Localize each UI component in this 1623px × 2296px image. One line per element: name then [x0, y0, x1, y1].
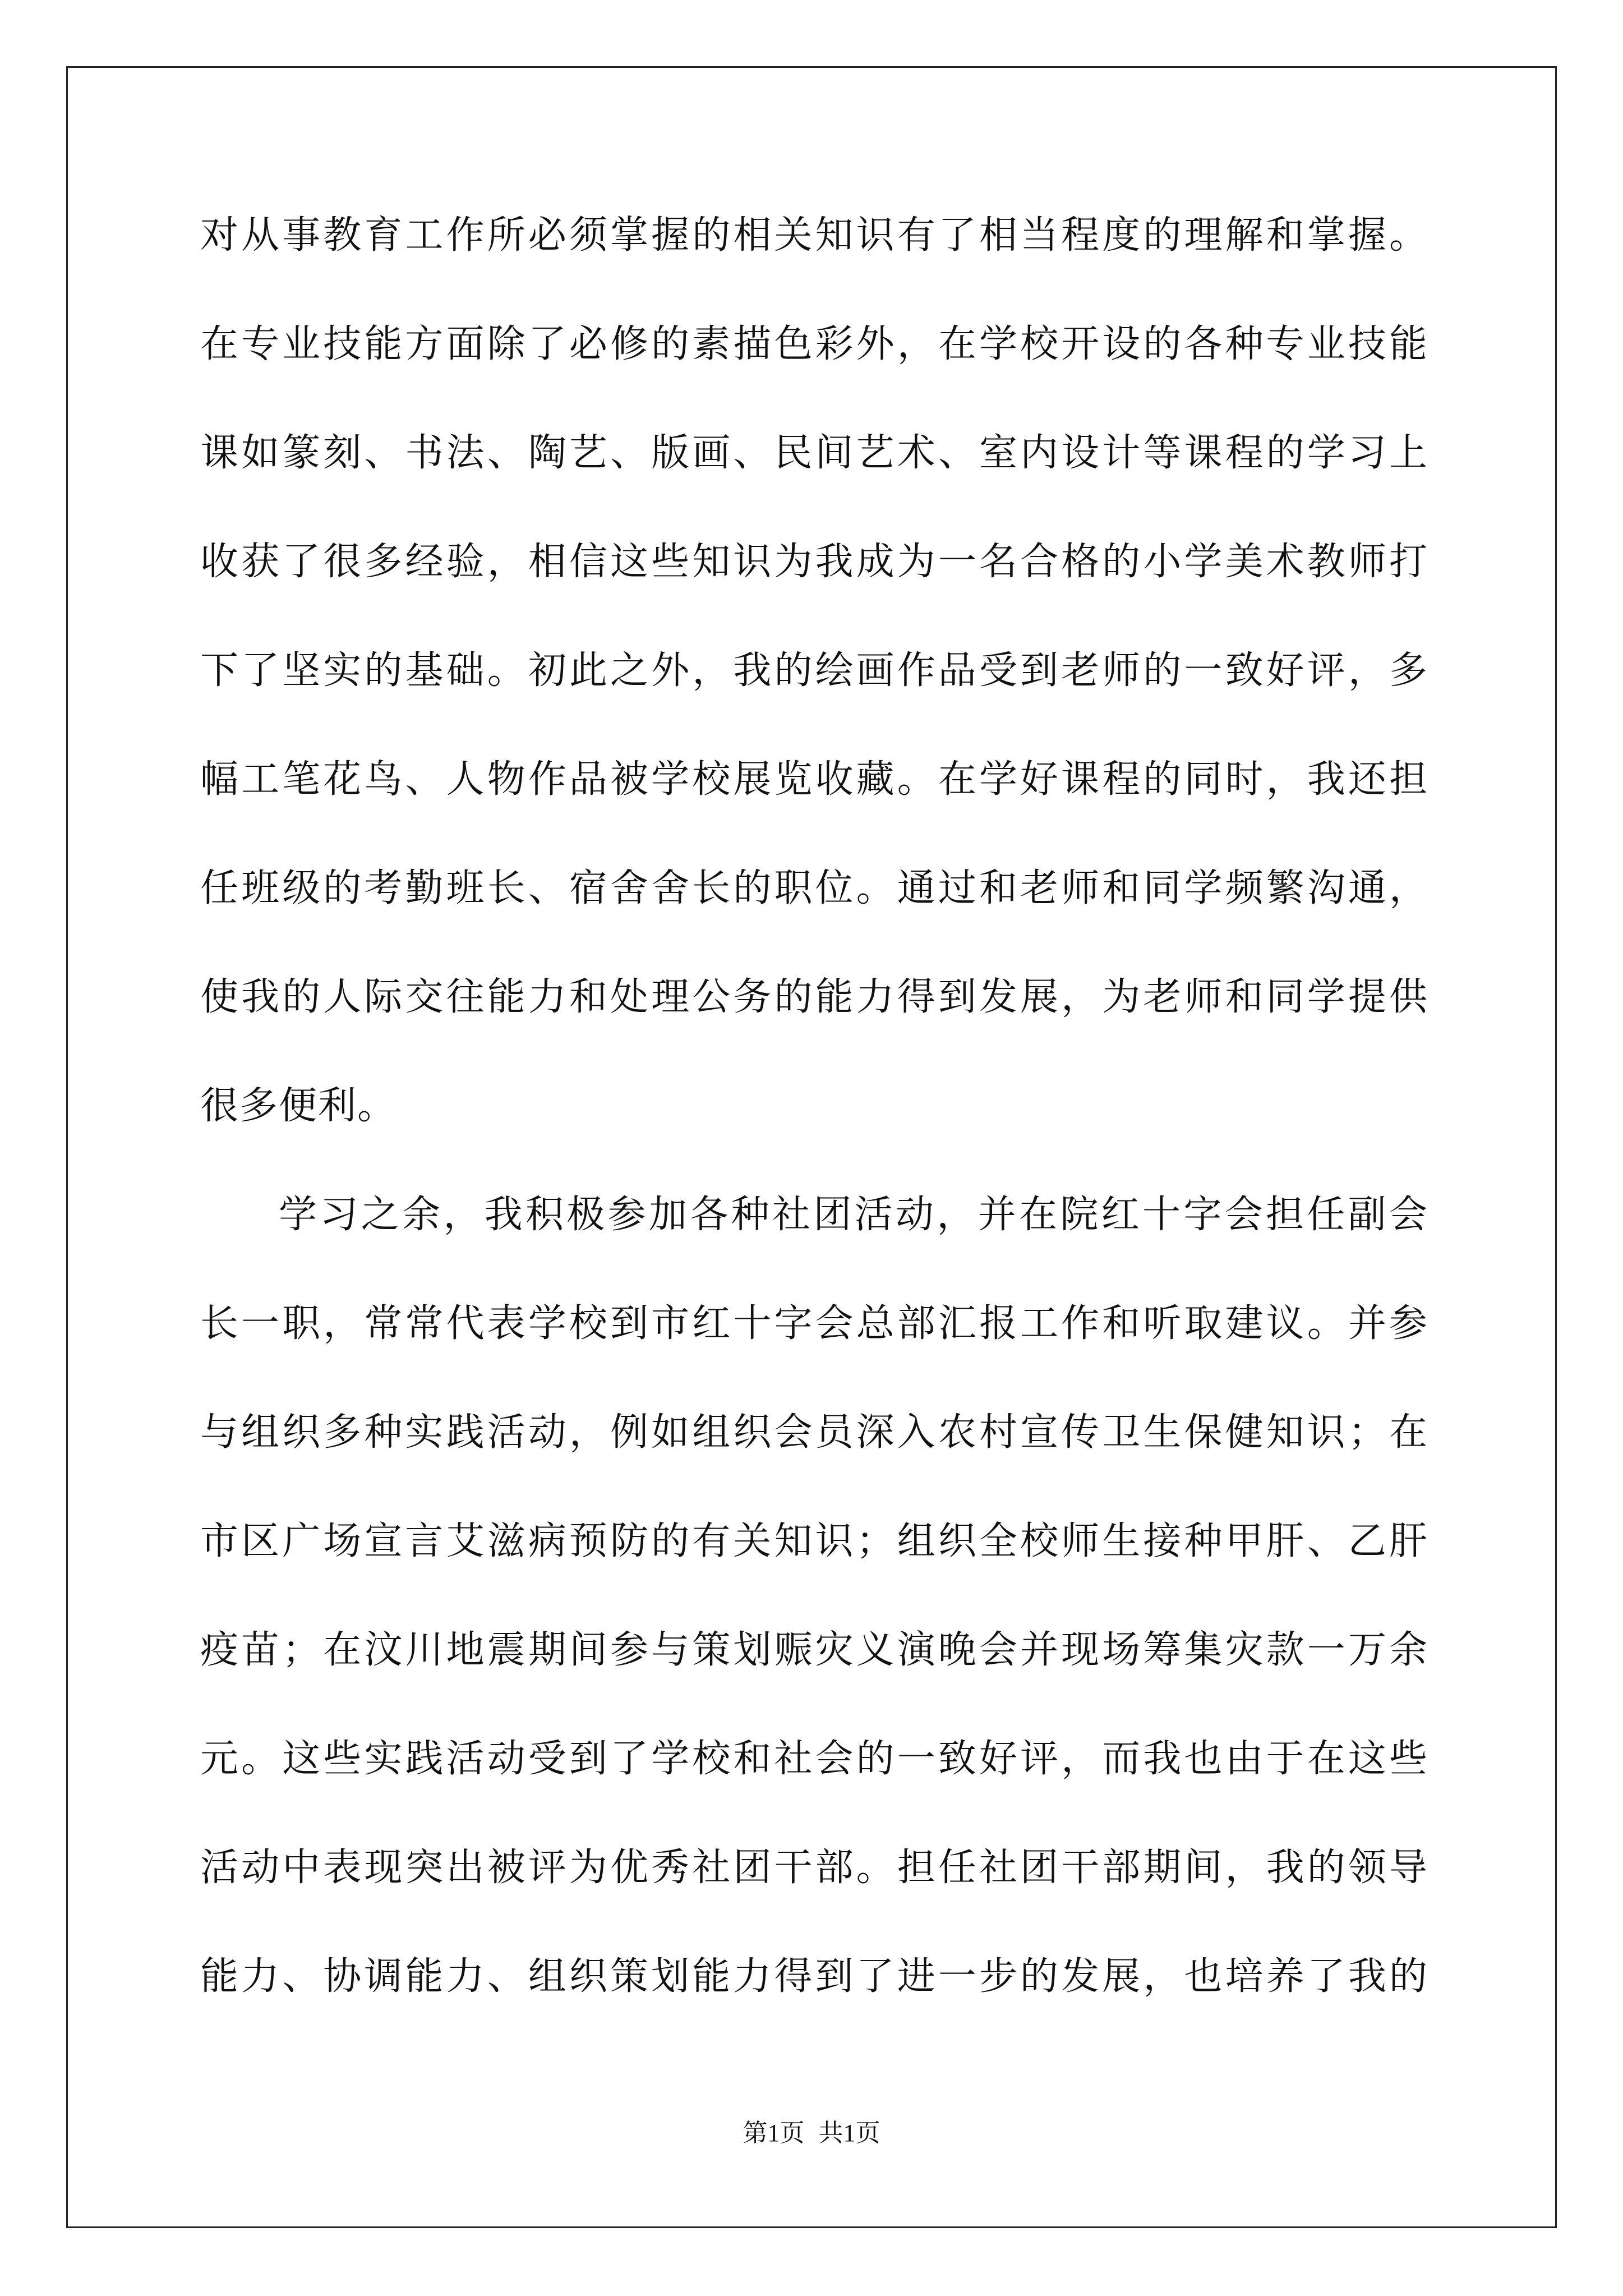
line-text: 幅工笔花鸟、人物作品被学校展览收藏。在学好课程的同时，我还担 — [200, 757, 1428, 802]
line-text: 使我的人际交往能力和处理公务的能力得到发展，为老师和同学提供 — [200, 975, 1428, 1019]
page-number: 第1页 — [743, 2119, 805, 2147]
text-line — [200, 969, 1428, 1078]
line-text: 对从事教育工作所必须掌握的相关知识有了相当程度的理解和掌握。 — [200, 213, 1428, 257]
line-text: 活动中表现突出被评为优秀社团干部。担任社团干部期间，我的领导 — [200, 1846, 1428, 1890]
text-line — [200, 752, 1428, 861]
line-text: 学习之余，我积极参加各种社团活动，并在院红十字会担任副会 — [279, 1193, 1428, 1237]
text-line — [200, 1405, 1428, 1513]
paragraph-first-line — [200, 1187, 1428, 1296]
text-line — [200, 1622, 1428, 1731]
text-line — [200, 1296, 1428, 1405]
text-line — [200, 534, 1428, 643]
text-line — [200, 1731, 1428, 1840]
document-body — [200, 208, 1428, 2058]
page-total: 共1页 — [818, 2119, 880, 2147]
text-line — [200, 316, 1428, 425]
line-text: 下了坚实的基础。初此之外，我的绘画作品受到老师的一致好评，多 — [200, 648, 1428, 693]
line-text: 任班级的考勤班长、宿舍舍长的职位。通过和老师和同学频繁沟通， — [200, 866, 1428, 910]
line-text: 很多便利。 — [200, 1084, 397, 1128]
line-text: 收获了很多经验，相信这些知识为我成为一名合格的小学美术教师打 — [200, 540, 1428, 584]
text-line — [200, 1840, 1428, 1949]
line-text: 市区广场宣言艾滋病预防的有关知识；组织全校师生接种甲肝、乙肝 — [200, 1519, 1428, 1563]
line-text: 能力、协调能力、组织策划能力得到了进一步的发展，也培养了我的 — [200, 1954, 1428, 1999]
text-line — [200, 1513, 1428, 1622]
text-line — [200, 1078, 1428, 1187]
line-text: 疫苗；在汶川地震期间参与策划赈灾义演晚会并现场筹集灾款一万余 — [200, 1628, 1428, 1672]
page-footer — [0, 2113, 1623, 2148]
text-line — [200, 861, 1428, 969]
line-text: 元。这些实践活动受到了学校和社会的一致好评，而我也由于在这些 — [200, 1737, 1428, 1781]
text-line — [200, 208, 1428, 316]
text-line — [200, 425, 1428, 534]
line-text: 与组织多种实践活动，例如组织会员深入农村宣传卫生保健知识；在 — [200, 1410, 1428, 1455]
line-text: 长一职，常常代表学校到市红十字会总部汇报工作和听取建议。并参 — [200, 1301, 1428, 1346]
text-line — [200, 1949, 1428, 2058]
line-text: 在专业技能方面除了必修的素描色彩外，在学校开设的各种专业技能 — [200, 322, 1428, 366]
line-text: 课如篆刻、书法、陶艺、版画、民间艺术、室内设计等课程的学习上 — [200, 431, 1428, 475]
text-line — [200, 643, 1428, 752]
